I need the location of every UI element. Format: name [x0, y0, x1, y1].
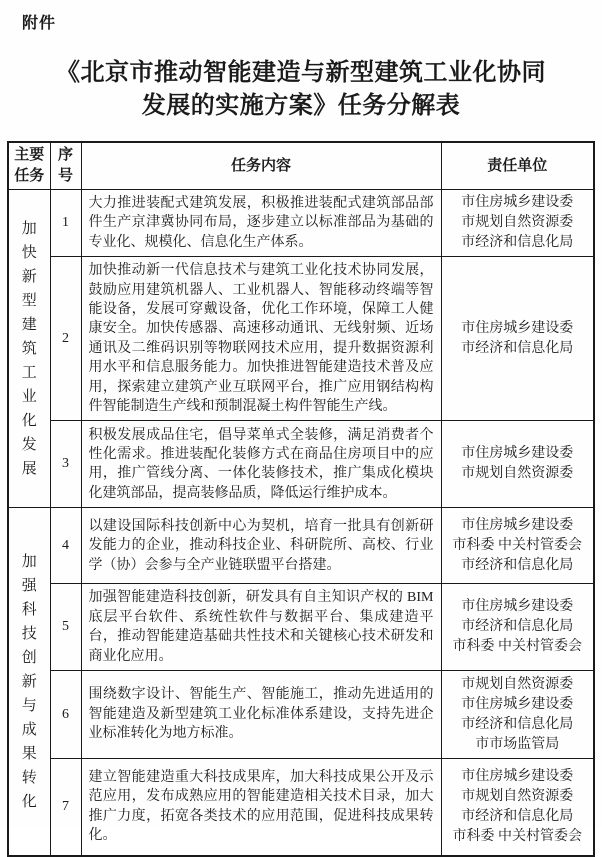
table-header-row [8, 142, 594, 190]
responsible-units-cell [441, 508, 594, 584]
unit-line: 市科委 中关村管委会 [452, 639, 582, 655]
unit-line: 市住房城乡建设委 [461, 696, 574, 712]
responsible-units-cell [441, 257, 594, 421]
unit-line: 市经济和信息化局 [461, 340, 574, 356]
unit-line: 市规划自然资源委 [461, 215, 574, 231]
task-content-cell: 围绕数字设计、智能生产、智能施工，推动先进适用的智能建造及新型建筑工业化标准体系建设，支持先进企业标准转化为地方标准。 [81, 671, 441, 759]
seq-cell: 1 [50, 190, 81, 257]
seq-cell: 7 [50, 759, 81, 856]
unit-line: 市住房城乡建设委 [461, 195, 574, 211]
unit-line: 市规划自然资源委 [461, 676, 574, 692]
task-content-cell: 大力推进装配式建筑发展，积极推进装配式建筑部品部件生产京津冀协同布局，逐步建立以标准部品为基础的专业化、规模化、信息化生产体系。 [81, 190, 441, 257]
unit-line: 市住房城乡建设委 [461, 599, 574, 615]
unit-line: 市住房城乡建设委 [461, 320, 574, 336]
seq-cell: 4 [50, 508, 81, 584]
attachment-label: 附件 [22, 15, 57, 32]
task-content-cell: 建立智能建造重大科技成果库，加大科技成果公开及示范应用，发布成熟应用的智能建造相关技术目录，加大推广力度，拓宽各类技术的应用范围，促进科技成果转化。 [81, 759, 441, 856]
unit-line: 市科委 中关村管委会 [452, 537, 582, 553]
table-row [8, 671, 594, 759]
responsible-units-cell [441, 190, 594, 257]
seq-cell: 3 [50, 421, 81, 508]
table-row [8, 508, 594, 584]
group-label-vertical: 加快新型建筑工业化发展 [21, 220, 37, 477]
unit-line: 市规划自然资源委 [461, 466, 574, 482]
responsible-units-cell [441, 584, 594, 671]
task-content-cell: 加快推动新一代信息技术与建筑工业化技术协同发展，鼓励应用建筑机器人、工业机器人、智能移动终端等智能设备，发展可穿戴设备，优化工作环境，保障工人健康安全。加快传感器、高速移动通讯、无线射频、近场通讯及二维码识别等物联网技术应用，提升数据资源利用水平和信息服务能力。加快推进智能建造技术普及应用，探索建立建筑产业互联网平台，推广应用钢结构构件智能制造生产线和预制混凝土构件智能生产线。 [81, 257, 441, 421]
unit-line: 市经济和信息化局 [461, 716, 574, 732]
group-cell-industrialization [8, 190, 50, 508]
unit-line: 市住房城乡建设委 [461, 446, 574, 462]
col-header-content: 任务内容 [81, 142, 441, 190]
unit-line: 市科委 中关村管委会 [452, 828, 582, 844]
col-header-seq: 序号 [50, 142, 81, 190]
responsible-units-cell [441, 421, 594, 508]
unit-line: 市规划自然资源委 [461, 788, 574, 804]
unit-line: 市经济和信息化局 [461, 235, 574, 251]
unit-line: 市经济和信息化局 [461, 808, 574, 824]
document-title [11, 57, 591, 123]
group-cell-innovation [8, 508, 50, 856]
col-header-unit: 责任单位 [441, 142, 594, 190]
task-content-cell: 以建设国际科技创新中心为契机，培育一批具有创新研发能力的企业，推动科技企业、科研院所、高校、行业学（协）会参与全产业链联盟平台搭建。 [81, 508, 441, 584]
unit-line: 市经济和信息化局 [461, 619, 574, 635]
responsible-units-cell [441, 671, 594, 759]
task-breakdown-table [7, 141, 595, 857]
table-row [8, 190, 594, 257]
seq-cell: 2 [50, 257, 81, 421]
unit-line: 市市场监管局 [475, 736, 560, 752]
seq-cell: 6 [50, 671, 81, 759]
unit-line: 市住房城乡建设委 [461, 768, 574, 784]
table-row [8, 257, 594, 421]
table-row [8, 759, 594, 856]
table-row [8, 584, 594, 671]
task-content-cell: 加强智能建造科技创新，研发具有自主知识产权的 BIM 底层平台软件、系统性软件与数据平台、集成建造平台，推动智能建造基础共性技术和关键核心技术研发和商业化应用。 [81, 584, 441, 671]
responsible-units-cell [441, 759, 594, 856]
col-header-main-task: 主要任务 [8, 142, 50, 190]
unit-line: 市经济和信息化局 [461, 557, 574, 573]
group-label-vertical: 加强科技创新与成果转化 [21, 553, 37, 810]
title-line-2: 发展的实施方案》任务分解表 [141, 93, 461, 119]
table-row [8, 421, 594, 508]
title-line-1: 《北京市推动智能建造与新型建筑工业化协同 [56, 60, 546, 86]
unit-line: 市住房城乡建设委 [461, 517, 574, 533]
task-content-cell: 积极发展成品住宅，倡导菜单式全装修，满足消费者个性化需求。推进装配化装修方式在商品住房项目中的应用，推广管线分离、一体化装修技术，推广集成化模块化建筑部品，提高装修品质，降低运行维护成本。 [81, 421, 441, 508]
seq-cell: 5 [50, 584, 81, 671]
